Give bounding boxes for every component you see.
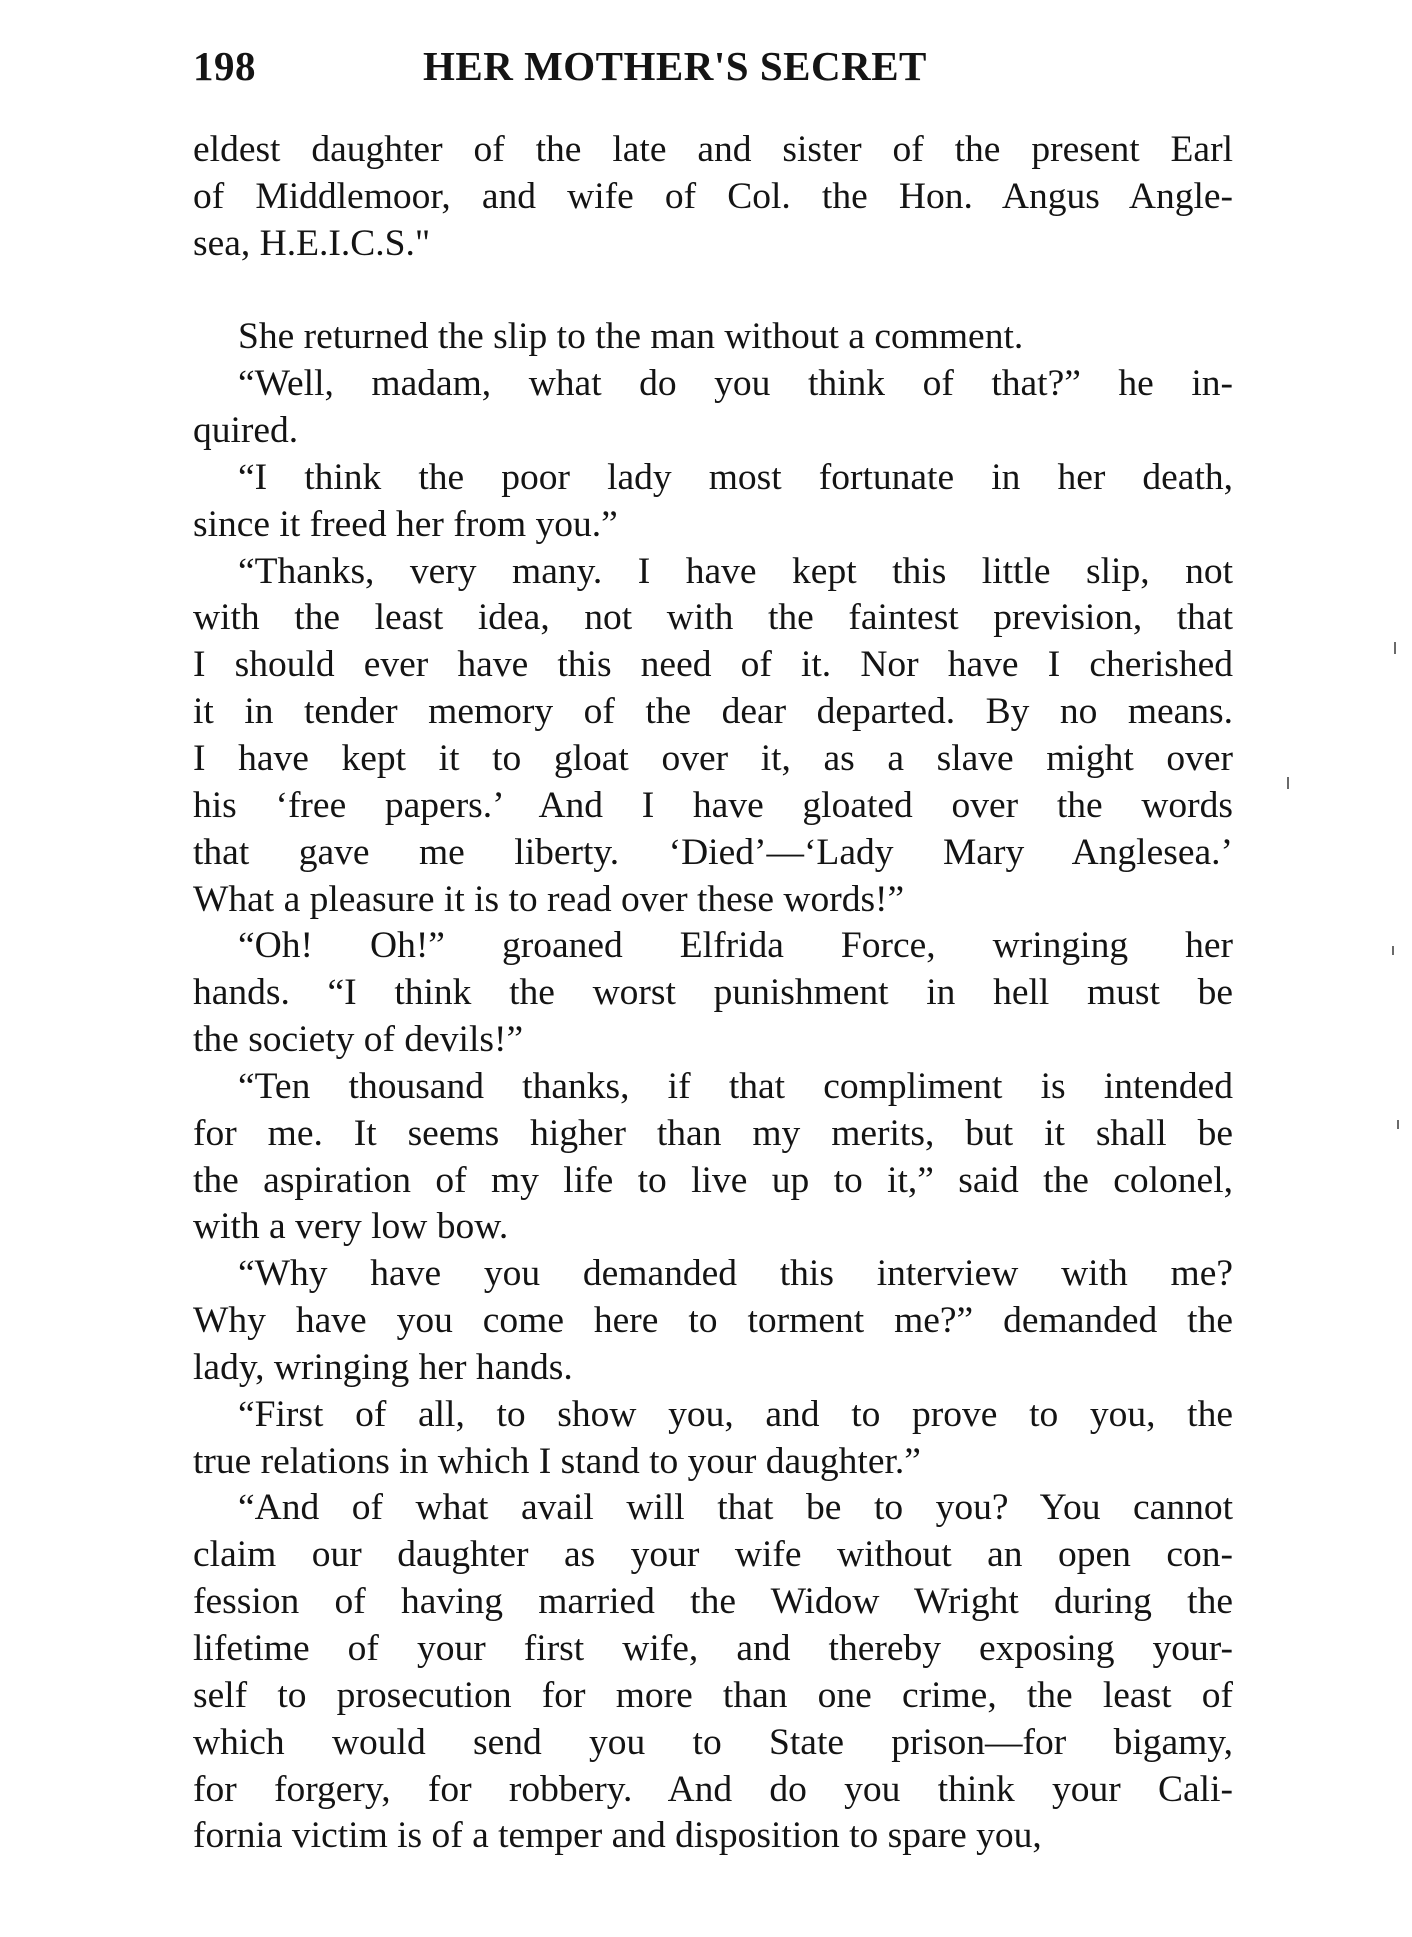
text-line: true relations in which I stand to your daughter.” [193, 1440, 921, 1482]
text-line: that gave me liberty. ‘Died’—‘Lady Mary Anglesea.’ [193, 831, 1233, 873]
text-line: since it freed her from you.” [193, 503, 618, 545]
text-line: with the least idea, not with the faintest prevision, that [193, 597, 1233, 639]
text-line: sea, H.E.I.C.S." [193, 222, 431, 264]
page-header [193, 42, 1233, 94]
paragraph [193, 1251, 1233, 1392]
text-line: lady, wringing her hands. [193, 1346, 573, 1388]
paragraph [193, 361, 1233, 455]
paragraph [193, 127, 1233, 268]
text-line: “Thanks, very many. I have kept this little slip, not [238, 550, 1233, 592]
text-line: with a very low bow. [193, 1206, 509, 1248]
text-line: his ‘free papers.’ And I have gloated over the words [193, 784, 1233, 826]
text-line: lifetime of your first wife, and thereby exposing your- [193, 1628, 1233, 1669]
paragraph [193, 1485, 1233, 1860]
text-line: it in tender memory of the dear departed. By no means. [193, 691, 1233, 733]
scan-speck [1287, 777, 1289, 789]
text-line: “Ten thousand thanks, if that compliment is intended [238, 1065, 1233, 1107]
section-gap [193, 268, 1233, 315]
text-line: “Well, madam, what do you think of that?” he in- [238, 363, 1233, 405]
text-line: Why have you come here to torment me?” demanded the [193, 1300, 1233, 1342]
paragraph [193, 314, 1233, 361]
text-line: hands. “I think the worst punishment in hell must be [193, 972, 1233, 1014]
page-number: 198 [193, 43, 256, 89]
paragraph [193, 923, 1233, 1064]
scan-speck [1394, 642, 1396, 654]
text-line: She returned the slip to the man without a comment. [238, 316, 1024, 358]
text-line: “First of all, to show you, and to prove to you, the [238, 1393, 1233, 1435]
text-line: quired. [193, 410, 299, 452]
body-text [193, 127, 1233, 1860]
scan-speck [1397, 1120, 1399, 1129]
text-line: fornia victim is of a temper and disposition to spare you, [193, 1815, 1042, 1857]
text-line: for me. It seems higher than my merits, but it shall be [193, 1112, 1233, 1154]
text-line: I have kept it to gloat over it, as a slave might over [193, 737, 1233, 779]
paragraph [193, 1392, 1233, 1486]
paragraph [193, 455, 1233, 549]
paragraph [193, 549, 1233, 924]
text-line: the society of devils!” [193, 1019, 524, 1061]
text-line: “Why have you demanded this interview with me? [238, 1253, 1233, 1295]
text-line: the aspiration of my life to live up to it,” said the colonel, [193, 1159, 1233, 1201]
text-line: “And of what avail will that be to you? You cannot [238, 1487, 1233, 1529]
text-line: What a pleasure it is to read over these words!” [193, 878, 905, 920]
text-line: which would send you to State prison—for bigamy, [193, 1721, 1233, 1763]
text-line: self to prosecution for more than one crime, the least of [193, 1674, 1233, 1716]
text-line: eldest daughter of the late and sister of the present Earl [193, 129, 1233, 170]
running-title: HER MOTHER'S SECRET [423, 43, 927, 89]
text-line: “Oh! Oh!” groaned Elfrida Force, wringing her [238, 925, 1233, 967]
text-line: I should ever have this need of it. Nor have I cherished [193, 644, 1233, 686]
text-line: fession of having married the Widow Wright during the [193, 1581, 1233, 1623]
text-line: “I think the poor lady most fortunate in her death, [238, 456, 1233, 498]
paragraph [193, 1064, 1233, 1251]
text-line: for forgery, for robbery. And do you think your Cali- [193, 1768, 1233, 1810]
text-line: of Middlemoor, and wife of Col. the Hon. Angus Angle- [193, 175, 1233, 217]
text-line: claim our daughter as your wife without an open con- [193, 1534, 1233, 1576]
scan-speck [1392, 946, 1394, 955]
